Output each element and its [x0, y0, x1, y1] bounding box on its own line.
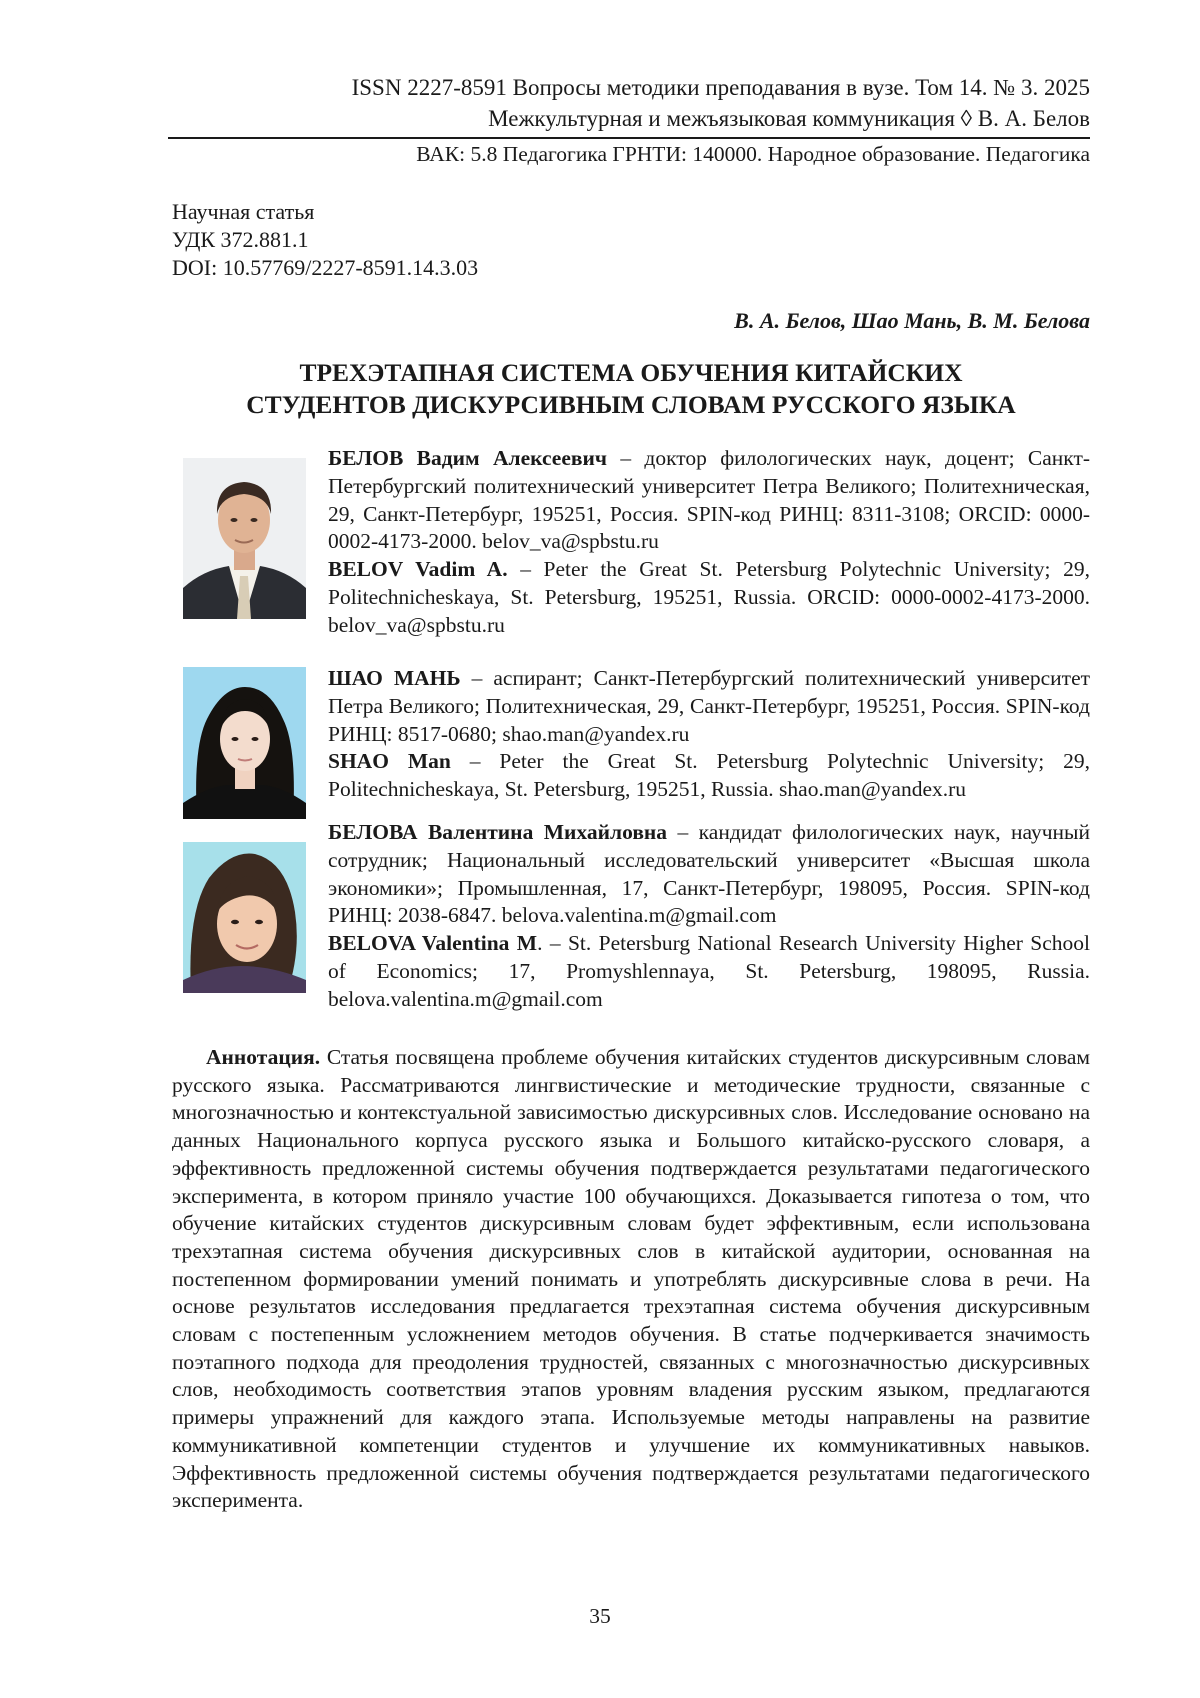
author-bio-shao — [328, 665, 1090, 804]
article-type: Научная статья — [172, 199, 315, 224]
author-info-en: – Peter the Great St. Petersburg Polytechnic University; 29, Politechnicheskaya, St. Petersburg, 195251, Russia. shao.man@yandex.ru — [328, 749, 1090, 802]
bio-ru — [328, 445, 1090, 556]
author-info-en: . – St. Petersburg National Research University Higher School of Economics; 17, Promyshlennaya, St. Petersburg, 198095, Russia. belova.valentina.m@gmail.com — [328, 931, 1090, 1011]
author-name-en: BELOV Vadim A. — [328, 557, 508, 582]
doi: DOI: 10.57769/2227-8591.14.3.03 — [172, 255, 479, 280]
author-name-en: SHAO Man — [328, 749, 451, 774]
title-line-1: ТРЕХЭТАПНАЯ СИСТЕМА ОБУЧЕНИЯ КИТАЙСКИХ — [299, 358, 963, 387]
running-header — [352, 72, 1090, 134]
udc-code: УДК 372.881.1 — [172, 227, 309, 252]
abstract-label: Аннотация. — [206, 1045, 321, 1069]
author-photo-belova — [183, 842, 306, 993]
author-info-ru: – доктор филологических наук, доцент; Санкт-Петербургский политехнический университет Петра Великого; Политехническая, 29, Санкт-Петербург, 195251, Россия. SPIN-код РИНЦ: 8311-3108; ORCID: 0000-0002-4173-2000. belov_va@spbstu.ru — [328, 446, 1091, 554]
authors-line: В. А. Белов, Шао Мань, В. М. Белова — [734, 308, 1090, 333]
author-info-ru: – кандидат филологических наук, научный сотрудник; Национальный исследовательский университет «Высшая школа экономики»; Промышленная, 17, Санкт-Петербург, 198095, Россия. SPIN-код РИНЦ: 2038-6847. belova.valentina.m@gmail.com — [328, 820, 1090, 928]
author-bio-belov — [328, 445, 1090, 640]
bio-en — [328, 748, 1090, 804]
author-photo-belov — [183, 458, 306, 619]
journal-line: ISSN 2227-8591 Вопросы методики преподавания в вузе. Том 14. № 3. 2025 — [351, 75, 1090, 100]
article-meta — [172, 198, 478, 282]
bio-en — [328, 556, 1090, 639]
abstract — [172, 1044, 1090, 1515]
author-name-ru: БЕЛОВ Вадим Алексеевич — [328, 446, 608, 470]
author-name-ru: ШАО МАНЬ — [328, 666, 461, 690]
author-name-ru: БЕЛОВА Валентина Михайловна — [328, 820, 668, 844]
abstract-text: Статья посвящена проблеме обучения китайских студентов дискурсивным словам русского языка. Рассматриваются лингвистические и методические трудности, связанные с многозначностью и контекстуальной зависимостью дискурсивных слов. Исследование основано на данных Национального корпуса русского языка и Большого китайско-русского словаря, а эффективность предложенной системы обучения подтверждается результатами педагогического эксперимента, в котором приняло участие 100 обучающихся. Доказывается гипотеза о том, что обучение китайских студентов дискурсивным словам будет эффективным, если использована трехэтапная система обучения дискурсивных слов в китайской аудитории, основанная на постепенном формировании умений понимать и употреблять дискурсивные слова в речи. На основе результатов исследования предлагается трехэтапная система обучения дискурсивным словам с постепенным усложнением методов обучения. В статье подчеркивается значимость поэтапного подхода для преодоления трудностей, связанных с многозначностью дискурсивных слов, необходимость соответствия этапов уровням владения русским языком, предлагаются примеры упражнений для каждого этапа. Используемые методы направлены на развитие коммуникативной компетенции студентов и улучшение их коммуникативных навыков. Эффективность предложенной системы обучения подтверждается результатами педагогического эксперимента. — [172, 1045, 1090, 1513]
page-number: 35 — [589, 1604, 611, 1628]
title-line-2: СТУДЕНТОВ ДИСКУРСИВНЫМ СЛОВАМ РУССКОГО ЯЗЫКА — [246, 390, 1016, 419]
author-photo-shao — [183, 667, 306, 819]
author-name-en: BELOVA Valentina M — [328, 931, 538, 956]
vak-line: ВАК: 5.8 Педагогика ГРНТИ: 140000. Народное образование. Педагогика — [416, 142, 1090, 166]
bio-ru — [328, 665, 1090, 748]
bio-ru — [328, 819, 1090, 930]
author-info-ru: – аспирант; Санкт-Петербургский политехнический университет Петра Великого; Политехническая, 29, Санкт-Петербург, 195251, Россия. SPIN-код РИНЦ: 8517-0680; shao.man@yandex.ru — [328, 666, 1091, 746]
author-info-en: – Peter the Great St. Petersburg Polytechnic University; 29, Politechnicheskaya, St. Petersburg, 195251, Russia. ORCID: 0000-0002-4173-2000. belov_va@spbstu.ru — [328, 557, 1090, 637]
section-line: Межкультурная и межъязыковая коммуникация ◊ В. А. Белов — [488, 106, 1090, 131]
bio-en — [328, 930, 1090, 1013]
article-title — [172, 357, 1090, 421]
author-bio-belova — [328, 819, 1090, 1014]
